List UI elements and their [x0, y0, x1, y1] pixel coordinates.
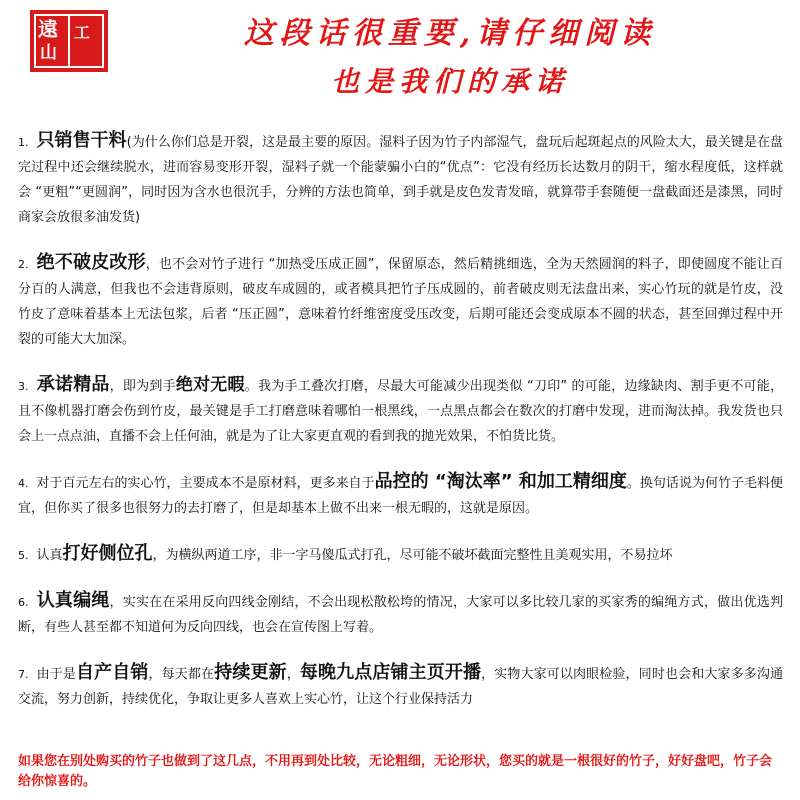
promise-list — [18, 115, 783, 732]
header-title: 这段话很重要,请仔细阅读 — [243, 16, 657, 51]
item-text: ，即为到手 — [109, 379, 176, 394]
item-text: 对于百元左右的实心竹，主要成本不是原材料，更多来自于 — [36, 476, 375, 491]
item-keyword: 绝不破皮改形 — [36, 252, 146, 273]
logo-seal — [30, 10, 108, 72]
item-text-2: ，为横纵两道工序，非一字马傻瓜式打孔，尽可能不破坏截面完整性且美观实用，不易拉坏 — [152, 548, 673, 563]
seal-divider — [68, 16, 70, 66]
list-item-5 — [18, 541, 783, 568]
list-item-3 — [18, 372, 783, 449]
item-number: 3. — [18, 380, 29, 393]
item-keyword: 自产自销 — [76, 662, 149, 683]
item-keyword-3: 每晚九点店铺主页开播 — [299, 662, 482, 683]
item-text-2: 。我为手工叠次打磨，尽最大可能减少出现类似 “刀印” 的可能，边缘缺肉、割手更不可能，且不像机器打磨会伤到竹皮，最关键是手工打磨意味着哪怕一根黑线，一点黑点都会在数次的打磨中发现，进而淘汰掉。我发货也只会上一点点油，直播不会上任何油，就是为了让大家更直观的看到我的抛光效果，不怕货比货。 — [18, 379, 784, 444]
item-keyword: 打好侧位孔 — [62, 543, 153, 564]
item-keyword: 认真编绳 — [36, 590, 110, 611]
item-text: 认真 — [36, 548, 63, 563]
item-text: (为什么你们总是开裂，这是最主要的原因。湿料子因为竹子内部湿气，盘玩后起斑起点的风险太大，最关键是在盘完过程中还会继续脱水，进而容易变形开裂，湿料子就一个能蒙骗小白的“优点”：它没有经历长达数月的阴干，缩水程度低，这样就会 “更粗”“更圆润”，同时因为含水也很沉手，分辨的方法也简单，到手就是皮色发青发暗，就算带手套随便一盘截面还是漆黑，同时商家会放很多油发货) — [18, 135, 783, 225]
footer-note: 如果您在别处购买的竹子也做到了这几点，不用再到处比较，无论粗细，无论形状，您买的就是一根很好的竹子，好好盘吧，竹子会给你惊喜的。 — [18, 754, 773, 789]
list-item-7 — [18, 660, 783, 712]
item-number: 1. — [18, 136, 29, 149]
list-item-6 — [18, 588, 783, 640]
item-keyword: 只销售干料 — [36, 130, 127, 151]
item-keyword-2: 持续更新 — [214, 662, 287, 683]
item-text-2: 。换句话说为何竹子毛料便宜，但你买了很多也很努力的去打磨了，但是却基本上做不出来一根无暇的，这就是原因。 — [18, 476, 783, 516]
list-item-4 — [18, 469, 783, 521]
seal-frame — [34, 14, 104, 68]
item-keyword: 承诺精品 — [36, 374, 110, 395]
item-number: 5. — [18, 549, 29, 562]
item-number: 6. — [18, 596, 29, 609]
seal-char-shan: 山 — [40, 43, 57, 63]
seal-char-gong: 工 — [74, 23, 91, 42]
item-number: 4. — [18, 477, 29, 490]
item-number: 2. — [18, 258, 29, 271]
list-item-1 — [18, 128, 783, 230]
item-text-3: ， — [286, 667, 300, 682]
item-text: ，也不会对竹子进行 “加热受压成正圆”，保留原态，然后精挑细选，全为天然圆润的料子，即使圆度不能让百分百的人满意，但我也不会违背原则，破皮车成圆的，或者模具把竹子压成圆的，前者破皮则无法盘出来，实心竹玩的就是竹皮，没竹皮了意味着基本上无法包浆，后者 “压正圆”，意味着竹纤维密度受压改变，后期可能还会变成原本不圆的状态，甚至回弹过程中开裂的可能大大加深。 — [18, 257, 784, 347]
item-text: 由于是 — [36, 667, 77, 682]
item-keyword-2: 绝对无暇 — [175, 375, 245, 395]
item-keyword: 品控的 “淘汰率” 和加工精细度 — [374, 471, 627, 492]
item-number: 7. — [18, 668, 29, 681]
seal-char-yuan: 遠 — [38, 17, 58, 41]
header-subtitle: 也是我们的承诺 — [330, 65, 569, 98]
list-item-2 — [18, 250, 783, 352]
item-text-2: ，每天都在 — [148, 667, 215, 682]
item-text: ，实实在在采用反向四线金刚结，不会出现松散松垮的情况，大家可以多比较几家的买家秀的编绳方式，做出优选判断，有些人甚至都不知道何为反向四线，也会在宣传图上写着。 — [18, 595, 783, 635]
item-text-4: ，实物大家可以肉眼检验，同时也会和大家多多沟通交流，努力创新，持续优化，争取让更多人喜欢上实心竹，让这个行业保持活力 — [18, 667, 783, 707]
